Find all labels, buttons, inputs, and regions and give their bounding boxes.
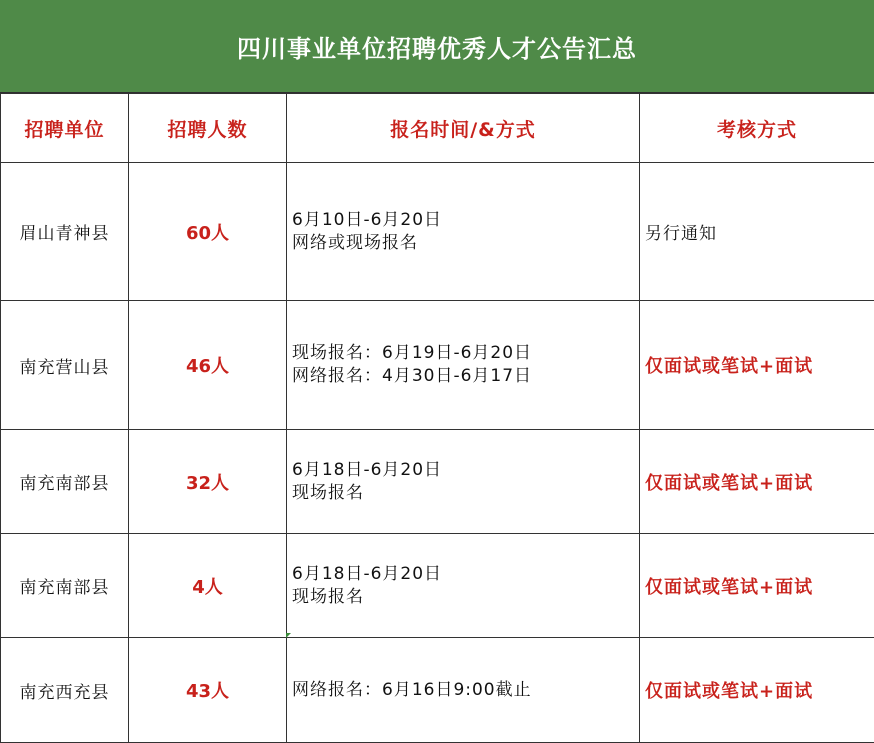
table-row — [1, 163, 874, 301]
registration-line: 网络或现场报名 — [292, 232, 639, 255]
registration-cell — [287, 301, 640, 430]
count-cell: 43人 — [129, 638, 287, 743]
header-unit: 招聘单位 — [1, 94, 129, 163]
unit-cell: 南充南部县 — [1, 430, 129, 534]
table-row — [1, 534, 874, 638]
registration-cell — [287, 638, 640, 743]
count-cell: 60人 — [129, 163, 287, 301]
unit-cell: 南充营山县 — [1, 301, 129, 430]
assessment-cell: 仅面试或笔试+面试 — [640, 638, 874, 743]
count-cell: 32人 — [129, 430, 287, 534]
header-registration: 报名时间/&方式 — [287, 94, 640, 163]
registration-line: 网络报名：6月16日9:00截止 — [292, 679, 639, 702]
recruitment-table — [0, 93, 874, 743]
table-row — [1, 301, 874, 430]
registration-line: 6月18日-6月20日 — [292, 563, 639, 586]
table-row — [1, 638, 874, 743]
unit-cell: 眉山青神县 — [1, 163, 129, 301]
table-header-row — [1, 94, 874, 163]
registration-cell — [287, 430, 640, 534]
assessment-cell: 另行通知 — [640, 163, 874, 301]
unit-cell: 南充南部县 — [1, 534, 129, 638]
count-cell: 46人 — [129, 301, 287, 430]
registration-cell — [287, 534, 640, 638]
registration-cell — [287, 163, 640, 301]
header-assessment: 考核方式 — [640, 94, 874, 163]
count-cell: 4人 — [129, 534, 287, 638]
cell-comment-marker — [286, 633, 291, 638]
title-bar — [0, 0, 874, 93]
registration-line: 现场报名：6月19日-6月20日 — [292, 342, 639, 365]
registration-line: 现场报名 — [292, 586, 639, 609]
registration-line: 现场报名 — [292, 482, 639, 505]
header-count: 招聘人数 — [129, 94, 287, 163]
assessment-cell: 仅面试或笔试+面试 — [640, 301, 874, 430]
page-title: 四川事业单位招聘优秀人才公告汇总 — [237, 29, 637, 64]
registration-line: 6月18日-6月20日 — [292, 459, 639, 482]
assessment-cell: 仅面试或笔试+面试 — [640, 430, 874, 534]
table-row — [1, 430, 874, 534]
assessment-cell: 仅面试或笔试+面试 — [640, 534, 874, 638]
registration-line: 网络报名：4月30日-6月17日 — [292, 365, 639, 388]
unit-cell: 南充西充县 — [1, 638, 129, 743]
registration-line: 6月10日-6月20日 — [292, 209, 639, 232]
